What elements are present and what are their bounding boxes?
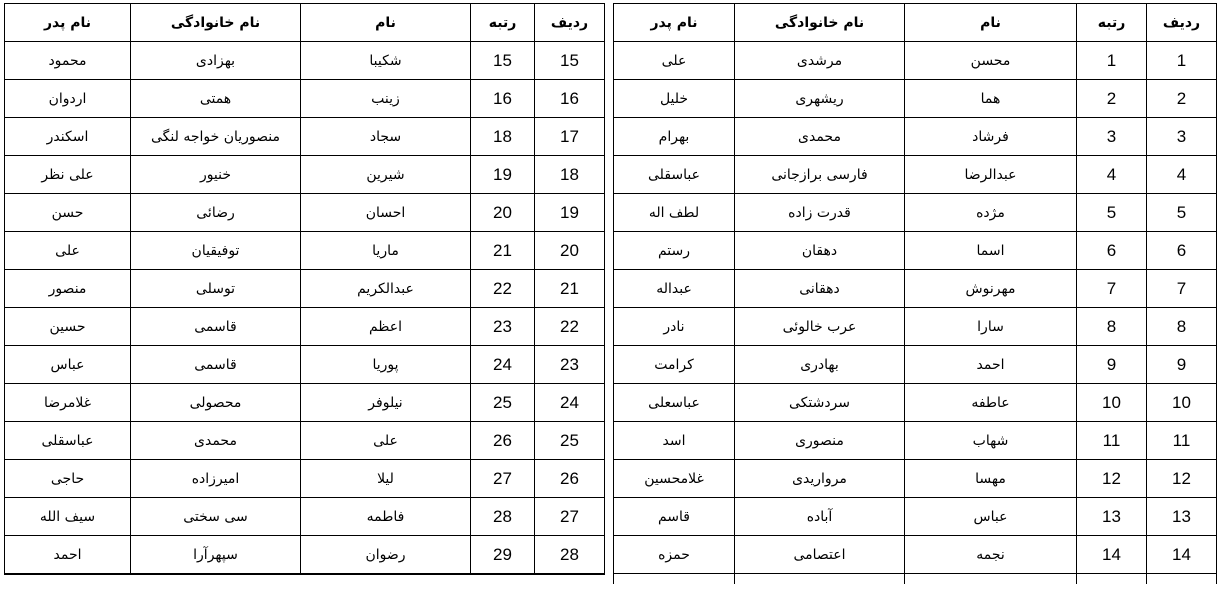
table-row: [614, 422, 1217, 460]
cell-first-name: سجاد: [301, 118, 471, 156]
cell-rank: 15: [471, 42, 535, 80]
table-row: [5, 384, 605, 422]
cell-father-name: سیف الله: [5, 498, 131, 536]
cell-last-name: منصوریان خواجه لنگی: [131, 118, 301, 156]
cell-father-name: علی: [614, 42, 735, 80]
cell-empty: [905, 574, 1077, 585]
table-row: [5, 422, 605, 460]
header-rank: رتبه: [471, 4, 535, 42]
table-row-partial: [614, 574, 1217, 585]
cell-last-name: خنیور: [131, 156, 301, 194]
cell-last-name: امیرزاده: [131, 460, 301, 498]
cell-father-name: بهرام: [614, 118, 735, 156]
cell-father-name: محمود: [5, 42, 131, 80]
cell-rank: 3: [1077, 118, 1147, 156]
cell-last-name: همتی: [131, 80, 301, 118]
table-row: [614, 194, 1217, 232]
cell-last-name: دهقان: [735, 232, 905, 270]
cell-row-no: 10: [1147, 384, 1217, 422]
cell-first-name: ماریا: [301, 232, 471, 270]
cell-last-name: رضائی: [131, 194, 301, 232]
cell-row-no: 2: [1147, 80, 1217, 118]
cell-last-name: مرواریدی: [735, 460, 905, 498]
cell-father-name: لطف اله: [614, 194, 735, 232]
cell-first-name: علی: [301, 422, 471, 460]
cell-first-name: عبدالکریم: [301, 270, 471, 308]
table-row: [614, 384, 1217, 422]
cell-father-name: احمد: [5, 536, 131, 575]
cell-row-no: 9: [1147, 346, 1217, 384]
cell-last-name: قدرت زاده: [735, 194, 905, 232]
cell-first-name: عباس: [905, 498, 1077, 536]
table-row: [614, 498, 1217, 536]
table-row: [5, 156, 605, 194]
cell-row-no: 15: [535, 42, 605, 80]
cell-rank: 12: [1077, 460, 1147, 498]
cell-row-no: 17: [535, 118, 605, 156]
cell-first-name: مژده: [905, 194, 1077, 232]
cell-first-name: زینب: [301, 80, 471, 118]
cell-row-no: 1: [1147, 42, 1217, 80]
cell-first-name: اعظم: [301, 308, 471, 346]
cell-first-name: شیرین: [301, 156, 471, 194]
table-right-body: [614, 42, 1217, 585]
cell-rank: 20: [471, 194, 535, 232]
header-first-name: نام: [301, 4, 471, 42]
table-left: [4, 3, 605, 575]
cell-last-name: بهادری: [735, 346, 905, 384]
cell-last-name: دهقانی: [735, 270, 905, 308]
table-row: [5, 42, 605, 80]
table-row: [614, 156, 1217, 194]
table-row: [5, 194, 605, 232]
table-row: [5, 308, 605, 346]
cell-first-name: نیلوفر: [301, 384, 471, 422]
cell-father-name: عبداله: [614, 270, 735, 308]
cell-last-name: سردشتکی: [735, 384, 905, 422]
cell-father-name: علی: [5, 232, 131, 270]
cell-father-name: منصور: [5, 270, 131, 308]
table-row: [614, 460, 1217, 498]
header-rank: رتبه: [1077, 4, 1147, 42]
cell-rank: 28: [471, 498, 535, 536]
cell-father-name: نادر: [614, 308, 735, 346]
cell-rank: 4: [1077, 156, 1147, 194]
cell-rank: 22: [471, 270, 535, 308]
cell-last-name: سپهرآرا: [131, 536, 301, 575]
cell-father-name: حسین: [5, 308, 131, 346]
cell-last-name: توسلی: [131, 270, 301, 308]
cell-row-no: 28: [535, 536, 605, 575]
cell-rank: 5: [1077, 194, 1147, 232]
cell-empty: [1147, 574, 1217, 585]
cell-row-no: 3: [1147, 118, 1217, 156]
cell-row-no: 22: [535, 308, 605, 346]
cell-father-name: حسن: [5, 194, 131, 232]
table-row: [5, 536, 605, 575]
cell-last-name: سی سختی: [131, 498, 301, 536]
cell-empty: [1077, 574, 1147, 585]
cell-father-name: عباسقلی: [5, 422, 131, 460]
cell-last-name: آباده: [735, 498, 905, 536]
table-row: [614, 308, 1217, 346]
cell-first-name: محسن: [905, 42, 1077, 80]
cell-rank: 8: [1077, 308, 1147, 346]
cell-last-name: قاسمی: [131, 308, 301, 346]
cell-first-name: شهاب: [905, 422, 1077, 460]
cell-first-name: فرشاد: [905, 118, 1077, 156]
cell-rank: 26: [471, 422, 535, 460]
table-row: [5, 460, 605, 498]
cell-father-name: علی نظر: [5, 156, 131, 194]
cell-row-no: 14: [1147, 536, 1217, 574]
cell-first-name: اسما: [905, 232, 1077, 270]
cell-row-no: 6: [1147, 232, 1217, 270]
header-row: [614, 4, 1217, 42]
cell-rank: 25: [471, 384, 535, 422]
cell-row-no: 21: [535, 270, 605, 308]
cell-rank: 10: [1077, 384, 1147, 422]
cell-father-name: حمزه: [614, 536, 735, 574]
cell-rank: 13: [1077, 498, 1147, 536]
table-left-body: [5, 42, 605, 575]
cell-first-name: پوریا: [301, 346, 471, 384]
cell-row-no: 20: [535, 232, 605, 270]
table-row: [614, 80, 1217, 118]
header-first-name: نام: [905, 4, 1077, 42]
cell-rank: 9: [1077, 346, 1147, 384]
cell-rank: 21: [471, 232, 535, 270]
cell-rank: 14: [1077, 536, 1147, 574]
table-row: [5, 498, 605, 536]
cell-last-name: عرب خالوئی: [735, 308, 905, 346]
cell-empty: [614, 574, 735, 585]
table-row: [614, 232, 1217, 270]
table-row: [614, 118, 1217, 156]
cell-father-name: عباسعلی: [614, 384, 735, 422]
cell-first-name: هما: [905, 80, 1077, 118]
cell-last-name: محصولی: [131, 384, 301, 422]
cell-rank: 29: [471, 536, 535, 575]
cell-row-no: 8: [1147, 308, 1217, 346]
cell-rank: 23: [471, 308, 535, 346]
cell-father-name: غلامحسین: [614, 460, 735, 498]
table-row: [614, 346, 1217, 384]
cell-father-name: رستم: [614, 232, 735, 270]
cell-rank: 1: [1077, 42, 1147, 80]
cell-first-name: شکیبا: [301, 42, 471, 80]
cell-row-no: 4: [1147, 156, 1217, 194]
header-father-name: نام پدر: [5, 4, 131, 42]
cell-first-name: عبدالرضا: [905, 156, 1077, 194]
cell-row-no: 16: [535, 80, 605, 118]
header-father-name: نام پدر: [614, 4, 735, 42]
cell-first-name: نجمه: [905, 536, 1077, 574]
cell-rank: 16: [471, 80, 535, 118]
cell-father-name: اسد: [614, 422, 735, 460]
cell-first-name: لیلا: [301, 460, 471, 498]
table-row: [5, 346, 605, 384]
cell-last-name: مرشدی: [735, 42, 905, 80]
cell-row-no: 24: [535, 384, 605, 422]
table-row: [614, 42, 1217, 80]
cell-row-no: 5: [1147, 194, 1217, 232]
cell-rank: 24: [471, 346, 535, 384]
cell-rank: 6: [1077, 232, 1147, 270]
header-row-no: ردیف: [535, 4, 605, 42]
cell-first-name: عاطفه: [905, 384, 1077, 422]
header-row-no: ردیف: [1147, 4, 1217, 42]
cell-first-name: فاطمه: [301, 498, 471, 536]
table-row: [5, 232, 605, 270]
cell-rank: 27: [471, 460, 535, 498]
cell-father-name: عباسقلی: [614, 156, 735, 194]
cell-father-name: کرامت: [614, 346, 735, 384]
cell-rank: 2: [1077, 80, 1147, 118]
cell-last-name: محمدی: [131, 422, 301, 460]
table-row: [5, 270, 605, 308]
cell-rank: 19: [471, 156, 535, 194]
header-last-name: نام خانوادگی: [131, 4, 301, 42]
cell-row-no: 18: [535, 156, 605, 194]
cell-last-name: قاسمی: [131, 346, 301, 384]
cell-rank: 11: [1077, 422, 1147, 460]
cell-row-no: 26: [535, 460, 605, 498]
cell-father-name: غلامرضا: [5, 384, 131, 422]
cell-rank: 7: [1077, 270, 1147, 308]
table-row: [5, 118, 605, 156]
cell-first-name: رضوان: [301, 536, 471, 575]
header-row: [5, 4, 605, 42]
cell-father-name: اسکندر: [5, 118, 131, 156]
cell-father-name: عباس: [5, 346, 131, 384]
table-row: [614, 270, 1217, 308]
cell-last-name: محمدی: [735, 118, 905, 156]
cell-father-name: اردوان: [5, 80, 131, 118]
table-row: [5, 80, 605, 118]
cell-father-name: قاسم: [614, 498, 735, 536]
header-last-name: نام خانوادگی: [735, 4, 905, 42]
cell-row-no: 12: [1147, 460, 1217, 498]
cell-last-name: ریشهری: [735, 80, 905, 118]
cell-row-no: 7: [1147, 270, 1217, 308]
cell-empty: [735, 574, 905, 585]
cell-row-no: 23: [535, 346, 605, 384]
table-row: [614, 536, 1217, 574]
table-right: [613, 3, 1217, 584]
cell-father-name: حاجی: [5, 460, 131, 498]
cell-last-name: بهزادی: [131, 42, 301, 80]
cell-first-name: احمد: [905, 346, 1077, 384]
cell-last-name: اعتصامی: [735, 536, 905, 574]
cell-last-name: توفیقیان: [131, 232, 301, 270]
cell-last-name: منصوری: [735, 422, 905, 460]
cell-last-name: فارسی برازجانی: [735, 156, 905, 194]
cell-row-no: 11: [1147, 422, 1217, 460]
cell-first-name: مهرنوش: [905, 270, 1077, 308]
cell-father-name: خلیل: [614, 80, 735, 118]
cell-row-no: 13: [1147, 498, 1217, 536]
cell-row-no: 19: [535, 194, 605, 232]
cell-first-name: مهسا: [905, 460, 1077, 498]
cell-first-name: احسان: [301, 194, 471, 232]
cell-rank: 18: [471, 118, 535, 156]
cell-row-no: 27: [535, 498, 605, 536]
cell-first-name: سارا: [905, 308, 1077, 346]
cell-row-no: 25: [535, 422, 605, 460]
